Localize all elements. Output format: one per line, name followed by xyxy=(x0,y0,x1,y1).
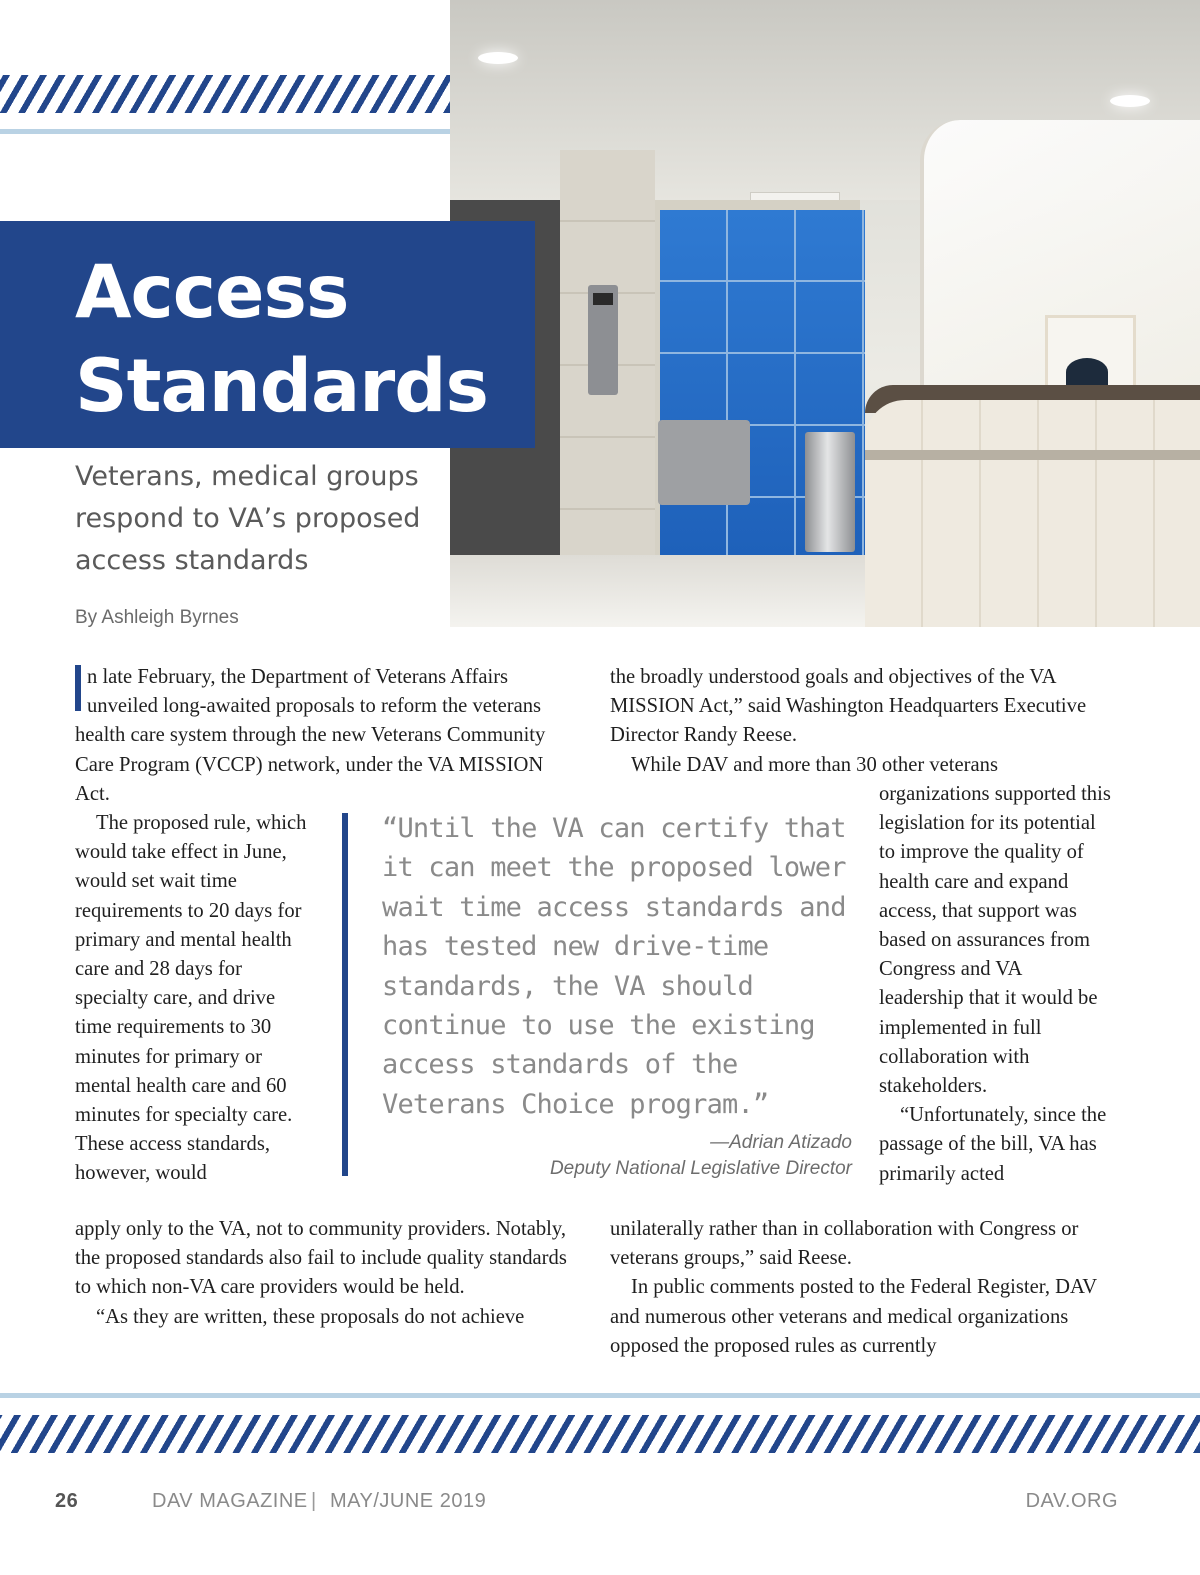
bottom-rule xyxy=(0,1393,1200,1398)
paragraph-unilaterally: unilaterally rather than in collaboration with Congress or veterans groups,” said Reese. xyxy=(610,1218,1079,1270)
paragraph-unfortunately: “Unfortunately, since the passage of the bill, VA has primarily acted xyxy=(879,1104,1107,1185)
paragraph-mission-act: the broadly understood goals and objectives of the VA MISSION Act,” said Washington Headquarters Executive Director Randy Reese. xyxy=(610,666,1087,747)
right-column-narrow xyxy=(879,780,1111,1189)
left-column-intro xyxy=(75,663,575,809)
left-column-bottom xyxy=(75,1215,570,1332)
reception-desk xyxy=(865,400,1200,627)
website-link[interactable]: DAV.ORG xyxy=(1025,1490,1118,1512)
footer-separator: | xyxy=(311,1490,317,1512)
ceiling-light xyxy=(1110,95,1150,107)
elevator-button-panel xyxy=(588,285,618,395)
top-rule xyxy=(0,129,450,134)
paragraph-public-comments: In public comments posted to the Federal Register, DAV and numerous other veterans and medical organizations opposed the proposed rules as currently xyxy=(610,1276,1097,1357)
pullquote-text: “Until the VA can certify that it can meet the proposed lower wait time access standards and has tested new drive-time standards, the VA should continue to use the existing access standards of the Veterans Choice program.” xyxy=(382,813,846,1120)
byline: By Ashleigh Byrnes xyxy=(75,607,239,628)
issue-date: MAY/JUNE 2019 xyxy=(330,1490,487,1512)
trash-bin xyxy=(805,432,855,552)
drop-cap-bar xyxy=(75,665,81,711)
reception-desk-stripe xyxy=(865,450,1200,460)
right-column-top xyxy=(610,663,1110,780)
paragraph-dav-support: organizations supported this legislation for its potential to improve the quality of health care and expand access, that support was based on assurances from Congress and VA leadership that it would be implemented in full collaboration with stakeholders. xyxy=(879,783,1111,1098)
pullquote-attribution-title: Deputy National Legislative Director xyxy=(549,1158,852,1179)
left-column-narrow xyxy=(75,809,310,1189)
title-line-1: Access xyxy=(75,250,349,335)
bottom-stripe-pattern xyxy=(0,1415,1200,1453)
paragraph-community-providers: apply only to the VA, not to community providers. Notably, the proposed standards also fail to include quality standards to which non-VA care providers would be held. xyxy=(75,1218,567,1299)
paragraph-quote-start: “As they are written, these proposals do not achieve xyxy=(96,1305,525,1328)
ceiling-light xyxy=(478,52,518,64)
magazine-name: DAV MAGAZINE xyxy=(152,1490,308,1512)
reception-monitor xyxy=(1045,315,1136,396)
article-subtitle: Veterans, medical groups respond to VA’s proposed access standards xyxy=(75,461,421,576)
page-title xyxy=(75,246,525,434)
paragraph-dav-support-start: While DAV and more than 30 other veterans xyxy=(631,753,998,776)
top-stripe-pattern xyxy=(0,75,450,113)
paragraph-proposed-rule: The proposed rule, which would take effect in June, would set wait time requirements to 20 days for primary and mental health care and 28 days for specialty care, and drive time requirements to 30 minutes for primary or mental health care and 60 minutes for specialty care. These access standards, however, would xyxy=(75,812,307,1185)
title-line-2: Standards xyxy=(75,344,488,429)
water-fountain xyxy=(658,420,750,505)
pullquote-bar xyxy=(342,813,348,1176)
right-column-bottom xyxy=(610,1215,1115,1361)
intro-paragraph: n late February, the Department of Veterans Affairs unveiled long-awaited proposals to reform the veterans health care system through the new Veterans Community Care Program (VCCP) network, under the VA MISSION Act. xyxy=(75,666,546,805)
pullquote-attribution-name: —Adrian Atizado xyxy=(710,1132,852,1153)
hospital-reception-photo xyxy=(450,0,1200,627)
page-number: 26 xyxy=(55,1490,79,1512)
